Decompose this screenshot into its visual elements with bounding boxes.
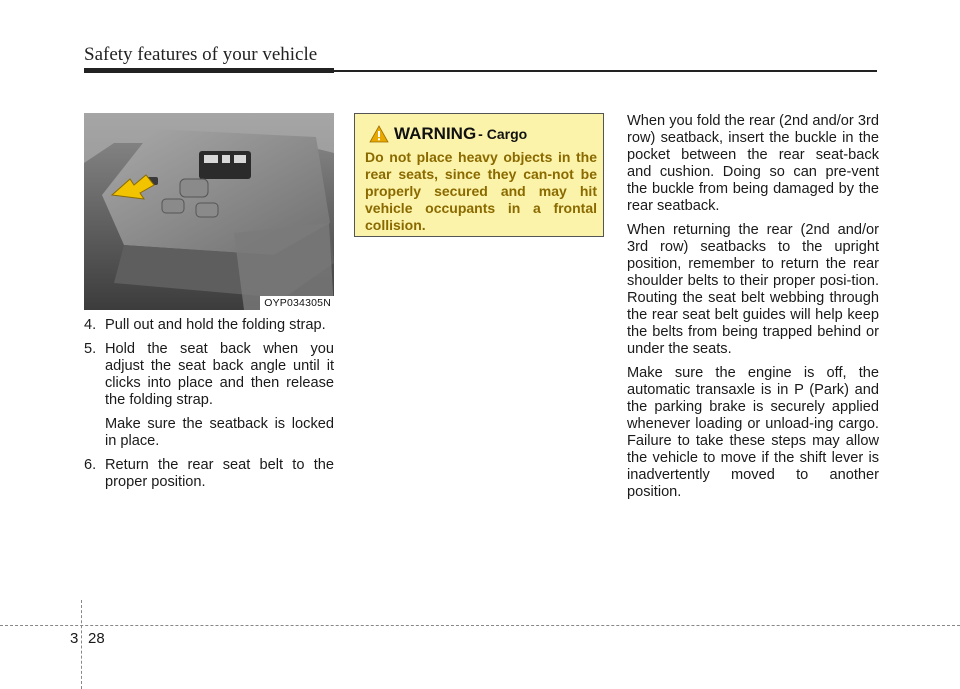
footer-vertical-divider [81,600,82,689]
seat-folding-photo [84,113,334,310]
warning-body: Do not place heavy objects in the rear seats, since they can-not be properly secured and may hit vehicle occupants in a frontal collision. [365,149,597,233]
warning-triangle-icon [369,125,389,143]
step-number: 5. [84,341,97,357]
chapter-number: 3 [70,630,79,647]
warning-subtitle: - Cargo [478,126,528,142]
footer-divider [0,625,960,626]
instruction-step [84,341,334,409]
paragraph: When returning the rear (2nd and/or 3rd row) seatbacks to the upright position, remember to return the rear shoulder belts to their proper posi-tion. Routing the seat belt webbing through the rear seat belt guides will help keep the belts from being trapped behind or under the seats. [627,222,879,357]
step-text: Return the rear seat belt to the proper position. [105,457,334,490]
right-column [627,113,879,508]
page-number: 28 [88,630,105,647]
page-header-title: Safety features of your vehicle [84,44,318,65]
step-number: 6. [84,457,97,473]
header-rule [84,68,334,73]
step-text: Hold the seat back when you adjust the seat back angle until it clicks into place and then release the folding strap. [105,341,334,408]
instruction-step [84,457,334,491]
step-note: Make sure the seatback is locked in place. [105,416,334,449]
figure-code: OYP034305N [260,296,334,310]
paragraph: When you fold the rear (2nd and/or 3rd row) seatback, insert the buckle in the pocket between the rear seat-back and cushion. Doing so can pre-vent the buckle from being damaged by the rear seatback. [627,113,879,214]
instruction-step [84,317,334,334]
warning-title: WARNING [394,124,477,143]
warning-header [369,124,527,144]
step-number: 4. [84,317,97,333]
header-rule-thin [334,70,877,72]
left-column [84,317,334,498]
paragraph: Make sure the engine is off, the automatic transaxle is in P (Park) and the parking brake is securely applied whenever loading or unload-ing cargo. Failure to take these steps may allow the vehicle to move if the shift lever is inadvertently moved to another position. [627,365,879,500]
warning-box [354,113,604,237]
seat-illustration [84,113,334,310]
step-text: Pull out and hold the folding strap. [105,317,326,333]
